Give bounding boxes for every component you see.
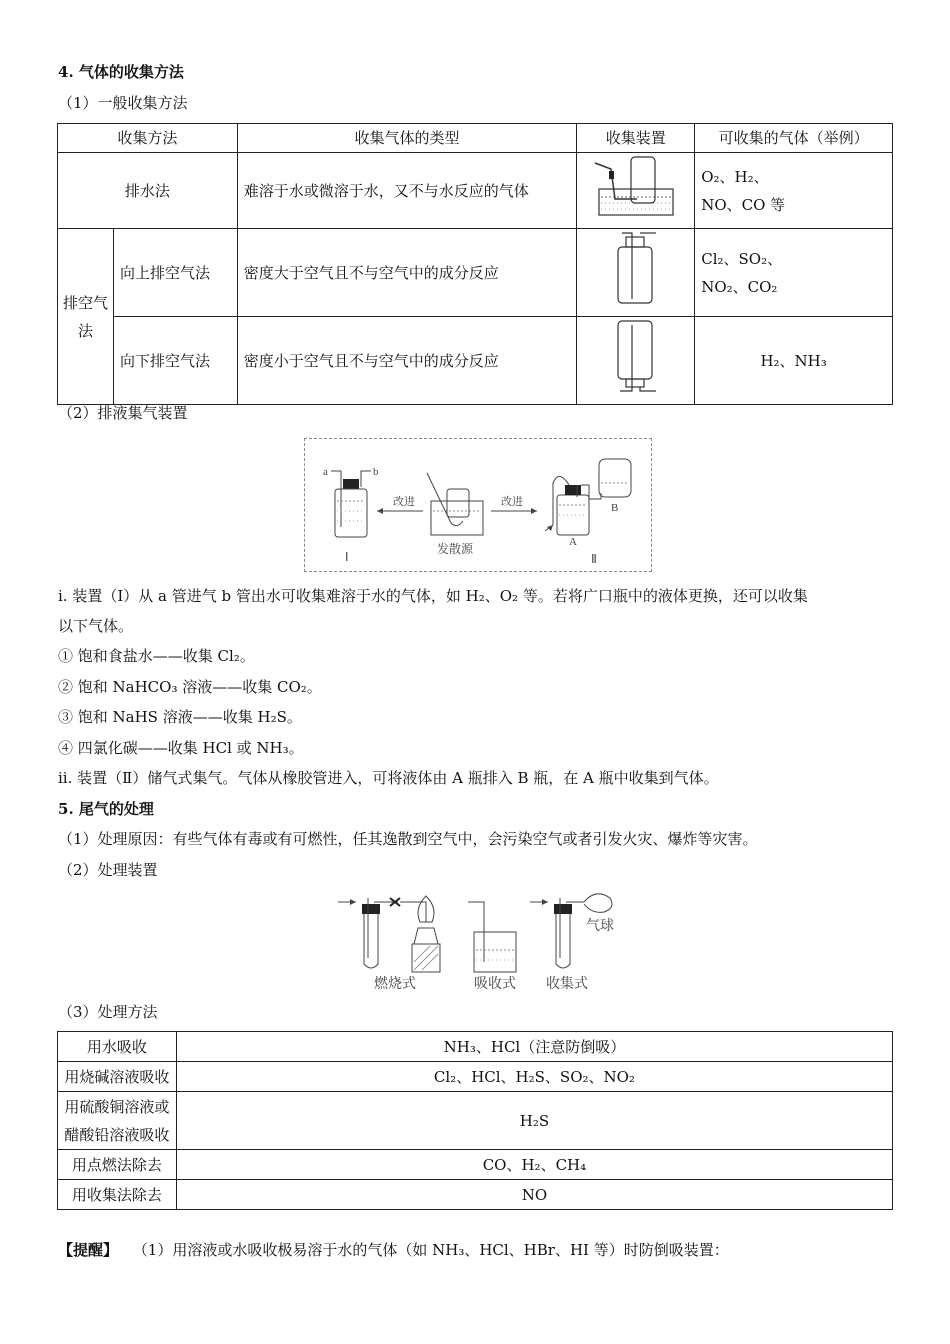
label-a: a (323, 466, 328, 478)
upward-air-diagram (606, 229, 666, 307)
collection-table (57, 123, 893, 405)
liquid-displacement-figure (304, 438, 652, 572)
water-displacement-diagram (591, 153, 681, 219)
improve-left: 改进 (393, 496, 415, 508)
device-water (577, 153, 695, 229)
treat-method-2: 用硫酸铜溶液或 醋酸铅溶液吸收 (58, 1092, 177, 1150)
downward-air-diagram (606, 317, 666, 395)
section4-sub1: （1）一般收集方法 (58, 94, 188, 112)
treat-method-0: 用水吸收 (58, 1032, 177, 1062)
caption-balloon: 气球 (586, 918, 614, 934)
treat-gases-3: CO、H₂、CH₄ (176, 1150, 892, 1180)
device-up (577, 229, 695, 317)
type-up: 密度大于空气且不与空气中的成分反应 (237, 229, 576, 317)
section5-sub3: （3）处理方法 (58, 1003, 158, 1021)
section5-sub2: （2）处理装置 (58, 861, 158, 879)
source-label: 发散源 (437, 542, 474, 556)
header-device: 收集装置 (577, 124, 695, 153)
tail-gas-drawing (334, 888, 624, 996)
section5-title: 5. 尾气的处理 (58, 800, 154, 818)
list-item-3: ③ 饱和 NaHS 溶液——收集 H₂S。 (58, 708, 302, 726)
treat-method-1: 用烧碱溶液吸收 (58, 1062, 177, 1092)
improve-right: 改进 (501, 496, 523, 508)
para-ii: ii. 装置（Ⅱ）储气式集气。气体从橡胶管进入，可将液体由 A 瓶排入 B 瓶，在 A 瓶中收集到气体。 (58, 769, 719, 787)
gases-down: H₂、NH₃ (695, 317, 893, 405)
method-up: 向上排空气法 (113, 229, 237, 317)
label-B: B (611, 502, 619, 514)
header-type: 收集气体的类型 (237, 124, 576, 153)
reminder-line (58, 1240, 729, 1260)
treat-gases-4: NO (176, 1180, 892, 1210)
section4-sub2: （2）排液集气装置 (58, 404, 188, 422)
list-item-4: ④ 四氯化碳——收集 HCl 或 NH₃。 (58, 739, 304, 757)
caption-burn: 燃烧式 (374, 976, 416, 992)
section5-sub1: （1）处理原因：有些气体有毒或有可燃性，任其逸散到空气中，会污染空气或者引发火灾、爆炸等灾害。 (58, 830, 758, 848)
liquid-displacement-drawing (305, 439, 651, 571)
para-i-line2: 以下气体。 (58, 617, 134, 635)
label-A: A (569, 536, 577, 548)
list-item-2: ② 饱和 NaHCO₃ 溶液——收集 CO₂。 (58, 678, 322, 696)
header-gases: 可收集的气体（举例） (695, 124, 893, 153)
treat-method-4: 用收集法除去 (58, 1180, 177, 1210)
label-b: b (373, 466, 379, 478)
tail-gas-figure (334, 888, 624, 996)
treat-method-3: 用点燃法除去 (58, 1150, 177, 1180)
type-water: 难溶于水或微溶于水，又不与水反应的气体 (237, 153, 576, 229)
para-i-line1: i. 装置（Ⅰ）从 a 管进气 b 管出水可收集难溶于水的气体，如 H₂、O₂ 等。若将广口瓶中的液体更换，还可以收集 (58, 587, 808, 605)
treat-gases-0: NH₃、HCl（注意防倒吸） (176, 1032, 892, 1062)
treat-gases-1: Cl₂、HCl、H₂S、SO₂、NO₂ (176, 1062, 892, 1092)
device-down (577, 317, 695, 405)
caption-absorb: 吸收式 (474, 976, 516, 992)
reminder-text: （1）用溶液或水吸收极易溶于水的气体（如 NH₃、HCl、HBr、HI 等）时防倒吸装置： (132, 1241, 729, 1259)
gases-up: Cl₂、SO₂、 NO₂、CO₂ (695, 229, 893, 317)
label-I: Ⅰ (345, 550, 349, 564)
method-down: 向下排空气法 (113, 317, 237, 405)
reminder-tag: 【提醒】 (58, 1241, 119, 1259)
gases-water: O₂、H₂、 NO、CO 等 (695, 153, 893, 229)
method-air: 排空气法 (58, 229, 114, 405)
header-method: 收集方法 (58, 124, 238, 153)
caption-collect: 收集式 (546, 976, 588, 992)
list-item-1: ① 饱和食盐水——收集 Cl₂。 (58, 647, 255, 665)
treat-gases-2: H₂S (176, 1092, 892, 1150)
treatment-table (57, 1031, 893, 1210)
method-water: 排水法 (58, 153, 238, 229)
section4-title: 4. 气体的收集方法 (58, 63, 184, 81)
type-down: 密度小于空气且不与空气中的成分反应 (237, 317, 576, 405)
label-II: Ⅱ (591, 552, 597, 566)
